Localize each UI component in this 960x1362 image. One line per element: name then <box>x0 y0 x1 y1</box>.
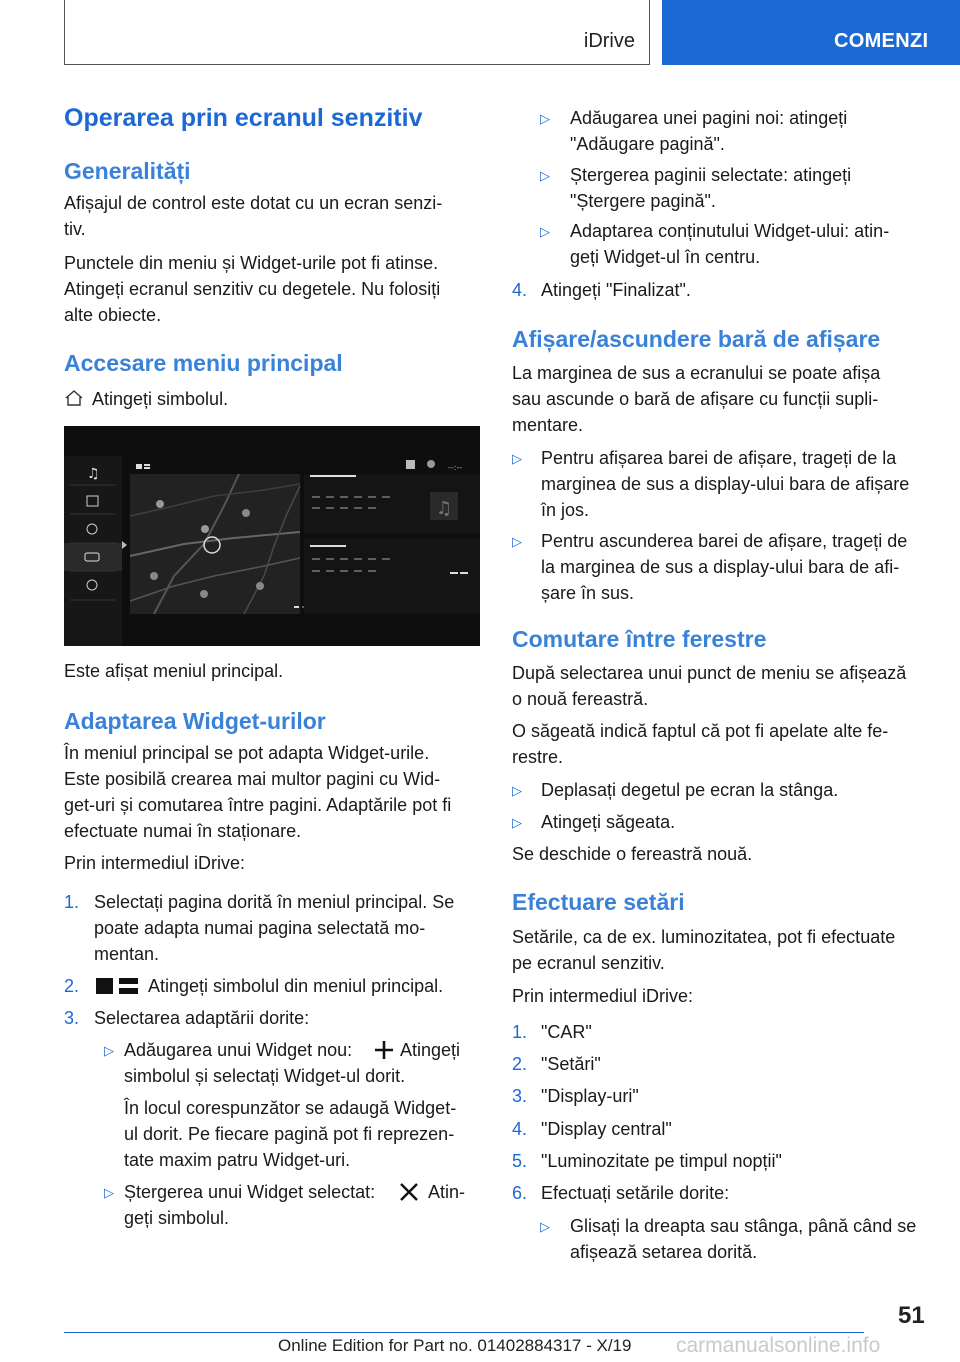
home-icon <box>64 388 84 408</box>
plus-icon <box>374 1040 394 1060</box>
idrive-screen-image <box>64 426 480 646</box>
bar-heading: Afișare/ascundere bară de afișare <box>512 326 881 352</box>
bullet-triangle-icon: ▷ <box>104 1043 114 1058</box>
settings-p-line2: pe ecranul senzitiv. <box>512 953 665 973</box>
widget-p1-line4: efectuate numai în staționare. <box>64 821 302 841</box>
bullet-triangle-icon: ▷ <box>512 534 522 549</box>
sub-add-line2: simbolul și selectați Widget-ul dorit. <box>124 1066 406 1086</box>
bar-item-2-line3: șare în sus. <box>541 583 635 603</box>
step1-line2: poate adapta numai pagina selectată mo- <box>94 918 426 938</box>
switch-heading: Comutare între ferestre <box>512 626 767 652</box>
bar-item-2-line2: la marginea de sus a display-ului bara de afi- <box>541 557 900 577</box>
step4-text: Atingeți "Finalizat". <box>541 280 691 300</box>
header-chapter-label: COMENZI <box>834 30 929 52</box>
main-menu-heading: Accesare meniu principal <box>64 350 343 376</box>
bar-item-1-line1: Pentru afișarea barei de afișare, trageți de la <box>541 448 897 468</box>
step3-text: Selectarea adaptării dorite: <box>94 1008 310 1028</box>
switch-p2-line1: O săgeată indică faptul că pot fi apelate alte fe- <box>512 721 889 741</box>
step-number: 5. <box>512 1151 528 1171</box>
bullet-triangle-icon: ▷ <box>512 783 522 798</box>
page-title: Operarea prin ecranul senzitiv <box>64 104 423 132</box>
switch-p1-line2: o nouă fereastră. <box>512 689 649 709</box>
header-chapter-tab <box>662 0 960 65</box>
general-heading: Generalități <box>64 158 191 184</box>
bullet-triangle-icon: ▷ <box>540 224 550 239</box>
step-number: 1. <box>64 892 80 912</box>
widget-p1-line3: get-uri și comutarea între pagini. Adaptările pot fi <box>64 795 452 815</box>
step-number: 4. <box>512 1119 528 1139</box>
step-number: 3. <box>64 1008 80 1028</box>
settings-heading: Efectuare setări <box>512 889 685 915</box>
widget-via: Prin intermediul iDrive: <box>64 853 246 873</box>
sub-add-line1: Adăugarea unui Widget nou: <box>124 1040 353 1060</box>
bullet-triangle-icon: ▷ <box>540 168 550 183</box>
footer-watermark: carmanualsonline.info <box>676 1334 881 1357</box>
widget-p1-line1: În meniul principal se pot adapta Widget-urile. <box>64 743 430 763</box>
switch-item-1: Deplasați degetul pe ecran la stânga. <box>541 780 839 800</box>
settings-sub-line2: afișează setarea dorită. <box>570 1242 758 1262</box>
widget-edit-icon <box>94 976 140 996</box>
settings-via: Prin intermediul iDrive: <box>512 986 694 1006</box>
settings-step-text: "CAR" <box>541 1022 592 1042</box>
bar-item-2-line1: Pentru ascunderea barei de afișare, trageți de <box>541 531 908 551</box>
settings-step-text: "Display-uri" <box>541 1086 639 1106</box>
bullet-triangle-icon: ▷ <box>540 1219 550 1234</box>
sub-del-line2: geți simbolul. <box>124 1208 230 1228</box>
widget-p1-line2: Este posibilă crearea mai multor pagini cu Wid- <box>64 769 441 789</box>
settings-step-text: "Setări" <box>541 1054 601 1074</box>
bar-item-1-line2: marginea de sus a display-ului bara de afișare <box>541 474 910 494</box>
bar-p-line3: mentare. <box>512 415 584 435</box>
settings-step-text: "Display central" <box>541 1119 672 1139</box>
general-p2-line3: alte obiecte. <box>64 305 162 325</box>
header-section-box <box>64 0 650 65</box>
step-number: 2. <box>512 1054 528 1074</box>
step1-line3: mentan. <box>94 944 160 964</box>
screen-drawing <box>64 426 480 646</box>
bullet-triangle-icon: ▷ <box>512 815 522 830</box>
sub-del-line1: Ștergerea unui Widget selectat: <box>124 1182 376 1202</box>
sub-add-line1b: Atingeți <box>400 1040 461 1060</box>
sub-item-2-line2: "Ștergere pagină". <box>570 191 716 211</box>
sub-del-line1b: Atin- <box>428 1182 466 1202</box>
settings-sub-line1: Glisați la dreapta sau stânga, până când se <box>570 1216 917 1236</box>
switch-p2-line2: restre. <box>512 747 564 767</box>
page-number: 51 <box>898 1302 925 1329</box>
sub-item-2-line1: Ștergerea paginii selectate: atingeți <box>570 165 852 185</box>
sub-add-note-line1: În locul corespunzător se adaugă Widget- <box>124 1098 457 1118</box>
sub-item-1-line2: "Adăugare pagină". <box>570 134 725 154</box>
step-number: 1. <box>512 1022 528 1042</box>
general-p2-line1: Punctele din meniu și Widget-urile pot fi atinse. <box>64 253 439 273</box>
main-menu-result: Este afișat meniul principal. <box>64 661 284 681</box>
switch-p1-line1: După selectarea unui punct de meniu se afișează <box>512 663 907 683</box>
settings-step-text: "Luminozitate pe timpul nopții" <box>541 1151 782 1171</box>
close-icon <box>398 1181 420 1203</box>
general-p1-line1: Afișajul de control este dotat cu un ecran senzi- <box>64 193 443 213</box>
settings-p-line1: Setările, ca de ex. luminozitatea, pot fi efectuate <box>512 927 896 947</box>
bar-item-1-line3: în jos. <box>541 500 590 520</box>
main-menu-text: Atingeți simbolul. <box>92 389 229 409</box>
widget-heading: Adaptarea Widget-urilor <box>64 708 326 734</box>
sub-item-3-line1: Adaptarea conținutului Widget-ului: atin- <box>570 221 890 241</box>
bar-p-line1: La marginea de sus a ecranului se poate afișa <box>512 363 881 383</box>
settings-step-text: Efectuați setările dorite: <box>541 1183 730 1203</box>
screen-clock: --:-- <box>448 463 463 472</box>
step-number: 2. <box>64 976 80 996</box>
header-section-label: iDrive <box>583 30 635 52</box>
bullet-triangle-icon: ▷ <box>540 111 550 126</box>
bar-p-line2: sau ascunde o bară de afișare cu funcții supli- <box>512 389 879 409</box>
general-p2-line2: Atingeți ecranul senzitiv cu degetele. Nu folosiți <box>64 279 441 299</box>
bullet-triangle-icon: ▷ <box>104 1185 114 1200</box>
svg-text:♫: ♫ <box>87 466 100 482</box>
footer-divider <box>64 1332 864 1333</box>
step-number: 6. <box>512 1183 528 1203</box>
bullet-triangle-icon: ▷ <box>512 451 522 466</box>
step2-text: Atingeți simbolul din meniul principal. <box>148 976 444 996</box>
sub-add-note-line3: tate maxim patru Widget-uri. <box>124 1150 351 1170</box>
switch-result: Se deschide o fereastră nouă. <box>512 844 753 864</box>
switch-item-2: Atingeți săgeata. <box>541 812 676 832</box>
svg-text:♫: ♫ <box>436 498 453 519</box>
step-number: 4. <box>512 280 528 300</box>
footer-edition: Online Edition for Part no. 01402884317 - X/19 <box>278 1336 632 1355</box>
step1-line1: Selectați pagina dorită în meniul principal. Se <box>94 892 455 912</box>
sub-item-1-line1: Adăugarea unei pagini noi: atingeți <box>570 108 848 128</box>
sub-add-note-line2: ul dorit. Pe fiecare pagină pot fi reprezen- <box>124 1124 455 1144</box>
sub-item-3-line2: geți Widget-ul în centru. <box>570 247 761 267</box>
general-p1-line2: tiv. <box>64 219 86 239</box>
step-number: 3. <box>512 1086 528 1106</box>
